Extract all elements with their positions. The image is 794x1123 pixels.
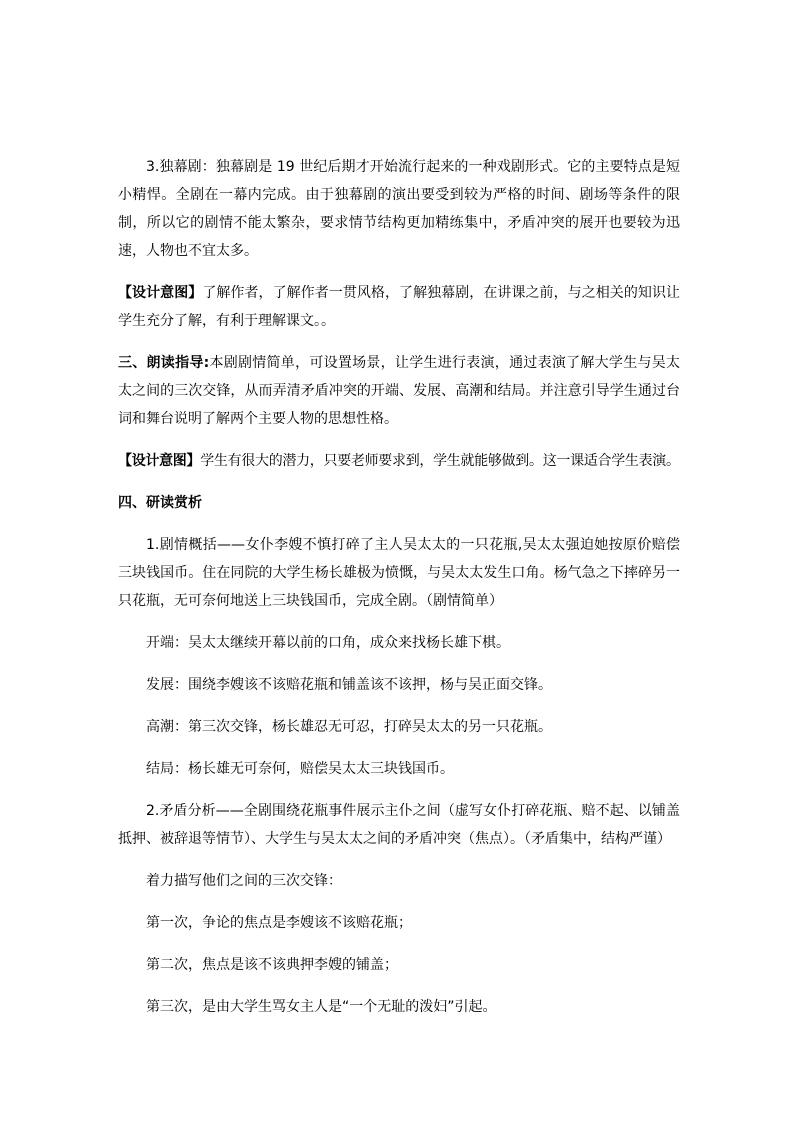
paragraph-plot-development: 发展：围绕李嫂该不该赔花瓶和铺盖该不该押，杨与吴正面交锋。	[146, 677, 552, 693]
paragraph-three-confrontations: 着力描写他们之间的三次交锋：	[146, 873, 342, 889]
paragraph-second-confrontation: 第二次，焦点是该不该典押李嫂的铺盖；	[146, 957, 398, 973]
design-intent-text: 学生有很大的潜力，只要老师要求到，学生就能够做到。这一课适合学生表演。	[200, 453, 680, 469]
paragraph-one-act-play: 3.独幕剧：独幕剧是 19 世纪后期才开始流行起来的一种戏剧形式。它的主要特点是短小精悍。全剧在一幕内完成。由于独幕剧的演出要受到较为严格的时间、剧场等条件的限制，所以它的剧情不能太繁杂，要求情节结构更加精练集中，矛盾冲突的展开也要较为迅速，人物也不宜太多。	[118, 159, 680, 259]
section-reading-text: 本剧剧情简单，可设置场景，让学生进行表演，通过表演了解大学生与吴太太之间的三次交锋，从而弄清矛盾冲突的开端、发展、高潮和结局。并注意引导学生通过台词和舞台说明了解两个主要人物的思想性格。	[118, 355, 680, 427]
design-intent-1	[118, 279, 680, 335]
design-intent-label: 【设计意图】	[118, 285, 203, 301]
paragraph-plot-climax: 高潮：第三次交锋，杨长雄忍无可忍，打碎吴太太的另一只花瓶。	[146, 719, 552, 735]
paragraph-plot-ending: 结局：杨长雄无可奈何，赔偿吴太太三块钱国币。	[146, 761, 454, 777]
section-heading-reading: 三、朗读指导:	[118, 355, 210, 371]
paragraph-conflict-analysis: 2.矛盾分析——全剧围绕花瓶事件展示主仆之间（虚写女仆打碎花瓶、赔不起、以铺盖抵押、被辞退等情节）、大学生与吴太太之间的矛盾冲突（焦点）。（矛盾集中，结构严谨）	[118, 803, 680, 847]
design-intent-label: 【设计意图】	[118, 453, 201, 469]
paragraph-third-confrontation: 第三次，是由大学生骂女主人是“一个无耻的泼妇”引起。	[146, 999, 497, 1015]
design-intent-text: 了解作者，了解作者一贯风格，了解独幕剧，在讲课之前，与之相关的知识让学生充分了解，有利于理解课文。。	[118, 285, 681, 329]
paragraph-plot-summary: 1.剧情概括——女仆李嫂不慎打碎了主人吴太太的一只花瓶,吴太太强迫她按原价赔偿三块钱国币。住在同院的大学生杨长雄极为愤慨，与吴太太发生口角。杨气急之下摔碎另一只花瓶，无可奈何地送上三块钱国币，完成全剧。（剧情简单）	[118, 537, 680, 609]
paragraph-first-confrontation: 第一次，争论的焦点是李嫂该不该赔花瓶；	[146, 915, 412, 931]
section-heading-analysis: 四、研读赏析	[118, 495, 202, 511]
design-intent-2	[118, 447, 680, 475]
section-reading-guide	[118, 349, 680, 433]
paragraph-plot-start: 开端：吴太太继续开幕以前的口角，成众来找杨长雄下棋。	[146, 635, 510, 651]
document-body	[118, 153, 680, 1021]
